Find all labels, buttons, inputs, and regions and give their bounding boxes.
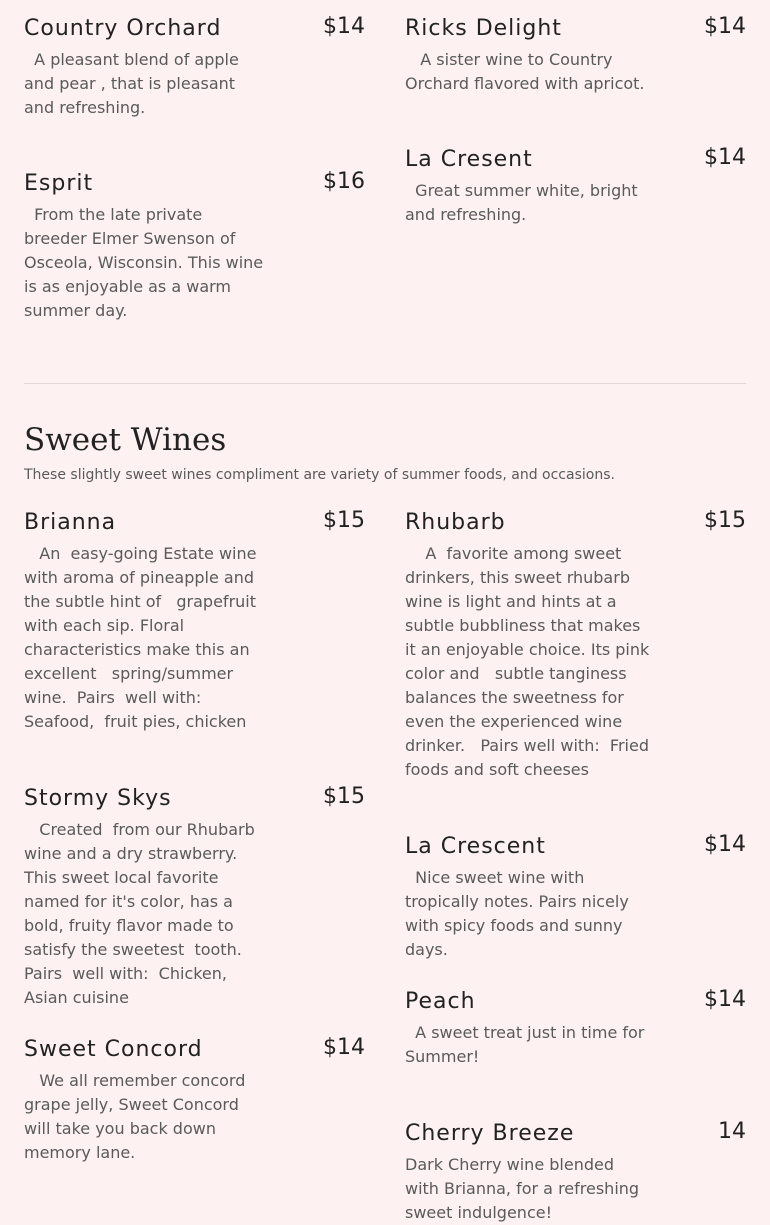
wine-price: $14: [704, 832, 746, 857]
wine-name: Cherry Breeze: [405, 1121, 575, 1146]
menu-item-header: [405, 834, 750, 864]
wine-price: 14: [718, 1119, 746, 1144]
menu-item: [405, 16, 750, 96]
wine-description: Created from our Rhubarb wine and a dry strawberry. This sweet local favorite named for it's color, has a bold, fruity flavor made to satisfy the sweetest tooth. Pairs well with: Chicken, Asian cuisine: [24, 820, 260, 1007]
menu-item: [24, 1037, 369, 1165]
menu-item: [405, 989, 750, 1069]
section-subtitle: These slightly sweet wines compliment are variety of summer foods, and occasions.: [24, 467, 615, 483]
menu-item: [24, 510, 369, 734]
wine-price: $15: [323, 784, 365, 809]
wine-description: From the late private breeder Elmer Swenson of Osceola, Wisconsin. This wine is as enjoyable as a warm summer day.: [24, 205, 269, 320]
wine-name: Brianna: [24, 510, 117, 535]
wine-description: A pleasant blend of apple and pear , that is pleasant and refreshing.: [24, 50, 244, 117]
wine-price: $16: [323, 169, 365, 194]
menu-item-header: [24, 510, 369, 540]
wine-name: La Cresent: [405, 147, 533, 172]
wine-name: Stormy Skys: [24, 786, 172, 811]
wine-name: Sweet Concord: [24, 1037, 203, 1062]
wine-description: We all remember concord grape jelly, Sweet Concord will take you back down memory lane.: [24, 1071, 251, 1162]
wine-description: A favorite among sweet drinkers, this sweet rhubarb wine is light and hints at a subtle bubbliness that makes it an enjoyable choice. Its pink color and subtle tanginess balances the sweetness for even the experienced wine drinker. Pairs well with: Fried foods and soft cheeses: [405, 544, 655, 779]
menu-item: [24, 171, 369, 323]
wine-description: Great summer white, bright and refreshing.: [405, 181, 643, 224]
menu-item-header: [405, 147, 750, 177]
menu-item: [405, 147, 750, 227]
wine-description: A sweet treat just in time for Summer!: [405, 1023, 650, 1066]
wine-name: Rhubarb: [405, 510, 506, 535]
wine-name: La Crescent: [405, 834, 546, 859]
wine-description: Nice sweet wine with tropically notes. Pairs nicely with spicy foods and sunny days.: [405, 868, 634, 959]
wine-price: $14: [323, 1035, 365, 1060]
wine-price: $14: [704, 14, 746, 39]
menu-item-header: [24, 16, 369, 46]
section-divider: [24, 383, 746, 384]
menu-item-header: [24, 786, 369, 816]
wine-price: $15: [323, 508, 365, 533]
menu-item: [405, 510, 750, 782]
menu-item-header: [405, 510, 750, 540]
wine-description: Dark Cherry wine blended with Brianna, for a refreshing sweet indulgence!: [405, 1155, 645, 1222]
menu-item: [24, 786, 369, 1010]
menu-item: [24, 16, 369, 120]
menu-item-header: [405, 16, 750, 46]
section-title: Sweet Wines: [24, 422, 227, 458]
wine-price: $14: [704, 145, 746, 170]
wine-description: A sister wine to Country Orchard flavored with apricot.: [405, 50, 645, 93]
wine-price: $14: [704, 987, 746, 1012]
wine-name: Country Orchard: [24, 16, 222, 41]
wine-name: Peach: [405, 989, 476, 1014]
menu-item-header: [24, 1037, 369, 1067]
wine-name: Esprit: [24, 171, 94, 196]
wine-description: An easy-going Estate wine with aroma of pineapple and the subtle hint of grapefruit with each sip. Floral characteristics make this an excellent spring/summer wine. Pairs well with: Seafood, fruit pies, chicken: [24, 544, 262, 731]
menu-item-header: [405, 1121, 750, 1151]
menu-item: [405, 1121, 750, 1225]
menu-item-header: [24, 171, 369, 201]
menu-item: [405, 834, 750, 962]
wine-name: Ricks Delight: [405, 16, 562, 41]
menu-item-header: [405, 989, 750, 1019]
wine-price: $14: [323, 14, 365, 39]
wine-price: $15: [704, 508, 746, 533]
